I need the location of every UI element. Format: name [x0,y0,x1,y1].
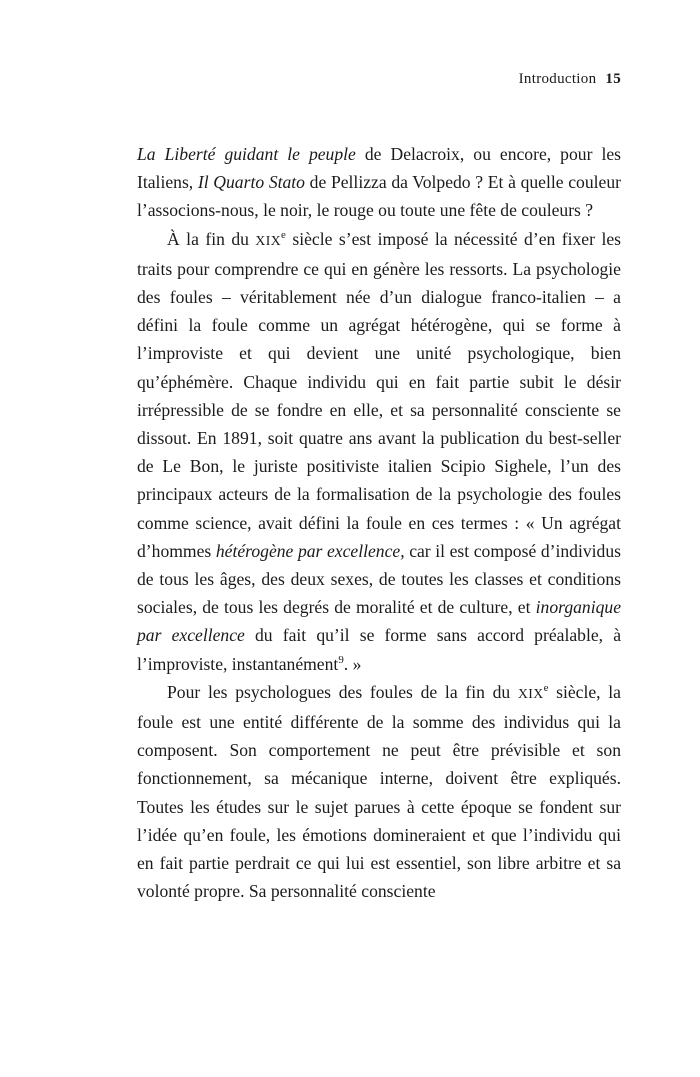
text-segment: e [281,228,286,241]
page-body [137,140,621,905]
text-segment: XIX [517,685,544,701]
text-segment: XIX [255,232,282,248]
text-segment: car il est composé d’individus de tous les âges, des deux sexes, de toutes les classes et conditions sociales, de tous les degrés de moralité et de culture, et [137,540,621,618]
paragraph [137,678,621,906]
text-segment: . » [343,653,362,674]
text-segment: de Delacroix, ou encore, pour les Italiens, [137,144,621,193]
section-title: Introduction [518,71,597,87]
text-segment: hétérogène par excellence, [215,540,405,561]
text-segment: À la fin du [167,228,256,249]
text-segment: e [543,682,549,694]
text-segment: siècle s’est imposé la nécessité d’en fixer les traits pour comprendre ce qui en génère les ressorts. La psychologie des foules – véritablement née d’un dialogue franco-italien – a défini la foule comme un agrégat hétérogène, qui se forme à l’improviste et qui devient une unité psychologique, bien qu’éphémère. Chaque individu qui en fait partie subit le désir irrépressible de se fondre en elle, et sa personnalité consciente se dissout. En 1891, soit quatre ans avant la publication du best-seller de Le Bon, le juriste positiviste italien Scipio Sighele, l’un des principaux acteurs de la formalisation de la psychologie des foules comme science, avait défini la foule en ces termes : « Un agrégat d’hommes [137,228,621,561]
text-segment: Il Quarto Stato [197,172,305,193]
text-segment: La Liberté guidant le peuple [137,144,356,164]
paragraph [137,140,621,225]
text-segment: inorganique par excellence [137,597,621,646]
page-number: 15 [605,71,621,87]
paragraph [137,225,621,678]
text-segment: 9 [338,653,344,666]
text-segment: du fait qu’il se forme sans accord préalable, à l’improviste, instantanément [137,625,622,674]
page-header [519,71,621,88]
text-segment: siècle, la foule est une entité différente de la somme des individus qui la composent. Son comportement ne peut être prévisible et son fonctionnement, sa mécanique interne, doivent être expliqués. Toutes les études sur le sujet parues à cette époque se fondent sur l’idée qu’en foule, les émotions domineraient et que l’individu qui en fait partie perdrait ce qui lui est essentiel, son libre arbitre et sa volonté propre. Sa personnalité consciente [137,681,621,902]
text-segment: de Pellizza da Volpedo ? Et à quelle couleur l’associons-nous, le noir, le rouge ou toute une fête de couleurs ? [137,172,621,221]
text-segment: Pour les psychologues des foules de la fin du [167,681,518,702]
